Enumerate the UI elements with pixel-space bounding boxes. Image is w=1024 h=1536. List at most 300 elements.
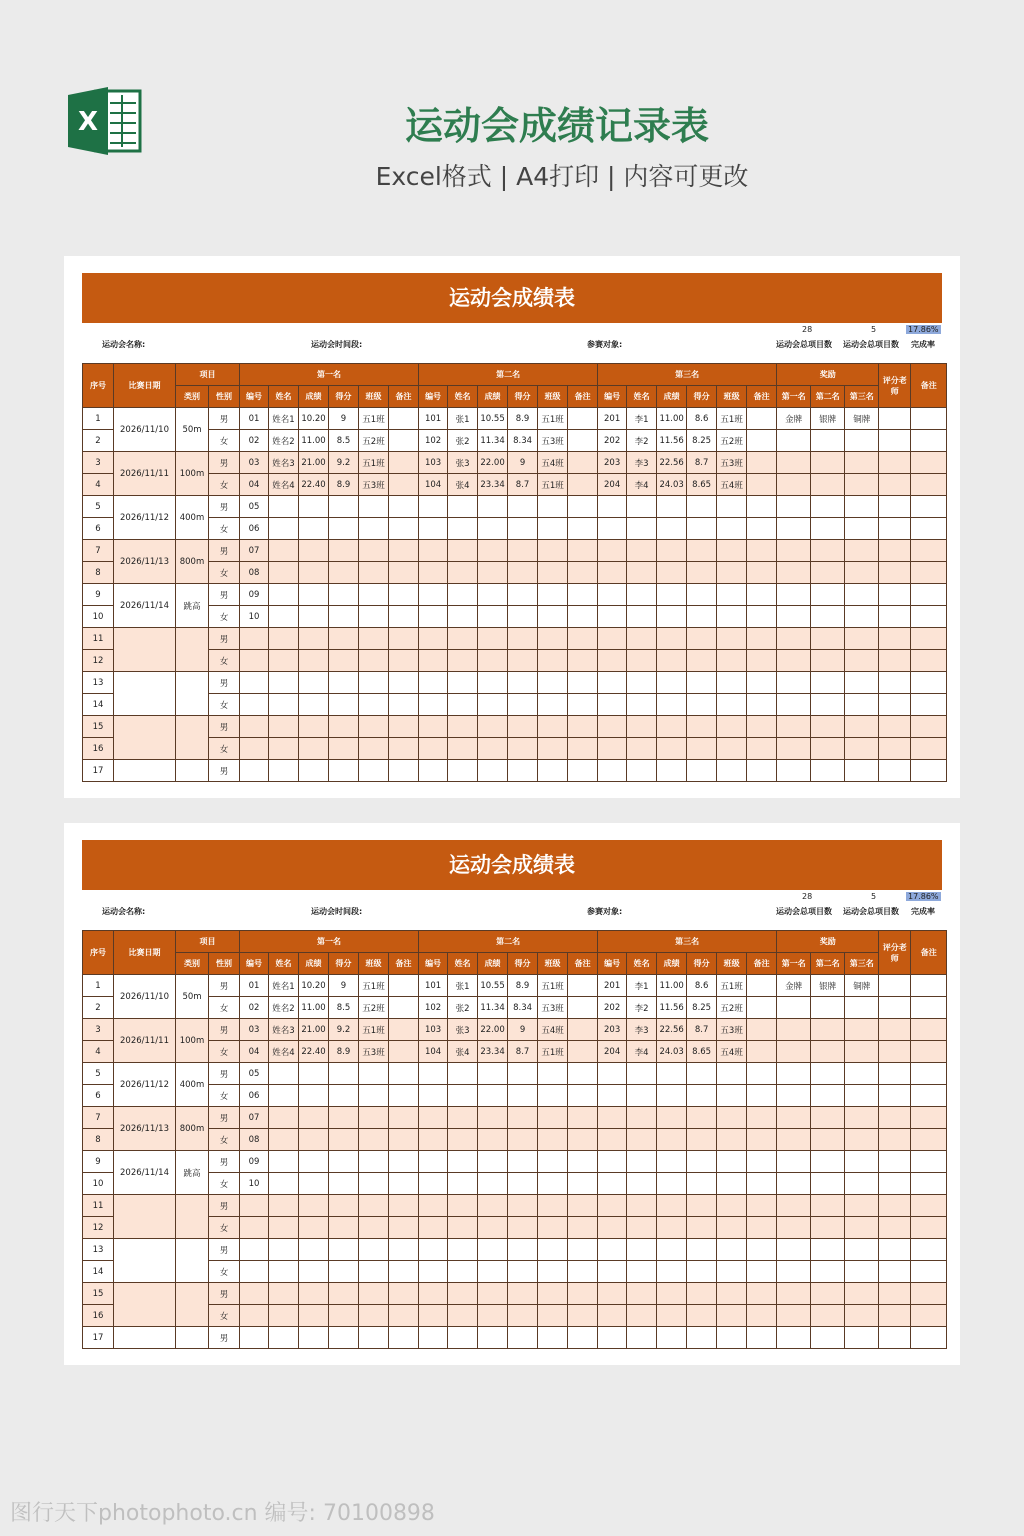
cell-award-gold[interactable] <box>777 1085 811 1107</box>
cell-rank3-name[interactable] <box>627 562 657 584</box>
cell-rank1-name[interactable] <box>269 496 299 518</box>
cell-award-bronze[interactable] <box>845 1305 879 1327</box>
cell-award-silver[interactable] <box>811 452 845 474</box>
cell-award-silver[interactable] <box>811 584 845 606</box>
cell-rank2-no[interactable]: 101 <box>419 975 448 997</box>
cell-rank1-points[interactable]: 8.5 <box>329 997 359 1019</box>
cell-rank2-no[interactable] <box>419 716 448 738</box>
cell-rank2-name[interactable] <box>448 1195 478 1217</box>
cell-rank1-class[interactable] <box>359 496 389 518</box>
cell-remark[interactable] <box>911 1305 947 1327</box>
cell-rank1-class[interactable]: 五2班 <box>359 430 389 452</box>
cell-rank1-no[interactable]: 04 <box>240 474 269 496</box>
cell-rank3-name[interactable] <box>627 1195 657 1217</box>
cell-rank2-name[interactable] <box>448 694 478 716</box>
cell-rank1-note[interactable] <box>389 1305 419 1327</box>
cell-rank2-no[interactable] <box>419 1085 448 1107</box>
cell-judge[interactable] <box>879 672 911 694</box>
cell-rank2-score[interactable] <box>478 1195 508 1217</box>
cell-judge[interactable] <box>879 1261 911 1283</box>
cell-rank3-score[interactable] <box>657 1327 687 1349</box>
cell-date[interactable]: 2026/11/10 <box>114 975 176 1019</box>
cell-rank2-note[interactable] <box>568 1085 598 1107</box>
cell-award-bronze[interactable] <box>845 760 879 782</box>
cell-judge[interactable] <box>879 975 911 997</box>
cell-rank1-class[interactable]: 五1班 <box>359 452 389 474</box>
cell-rank1-note[interactable] <box>389 628 419 650</box>
cell-rank3-note[interactable] <box>747 738 777 760</box>
cell-award-gold[interactable] <box>777 1041 811 1063</box>
cell-remark[interactable] <box>911 518 947 540</box>
cell-rank2-class[interactable] <box>538 1085 568 1107</box>
cell-rank2-note[interactable] <box>568 1283 598 1305</box>
cell-rank2-note[interactable] <box>568 1217 598 1239</box>
cell-award-gold[interactable] <box>777 1261 811 1283</box>
cell-rank2-points[interactable]: 9 <box>508 1019 538 1041</box>
cell-date[interactable]: 2026/11/13 <box>114 540 176 584</box>
cell-rank1-note[interactable] <box>389 408 419 430</box>
cell-rank3-note[interactable] <box>747 1305 777 1327</box>
cell-award-silver[interactable] <box>811 628 845 650</box>
cell-remark[interactable] <box>911 672 947 694</box>
cell-rank3-name[interactable] <box>627 1129 657 1151</box>
cell-rank3-score[interactable] <box>657 1239 687 1261</box>
cell-rank1-note[interactable] <box>389 1283 419 1305</box>
cell-rank2-no[interactable]: 103 <box>419 452 448 474</box>
cell-gender[interactable]: 男 <box>209 1239 240 1261</box>
cell-rank1-name[interactable] <box>269 1063 299 1085</box>
cell-rank2-note[interactable] <box>568 1063 598 1085</box>
cell-rank3-note[interactable] <box>747 1195 777 1217</box>
cell-rank3-name[interactable] <box>627 496 657 518</box>
cell-rank2-class[interactable]: 五3班 <box>538 430 568 452</box>
cell-gender[interactable]: 男 <box>209 540 240 562</box>
cell-rank1-class[interactable]: 五3班 <box>359 1041 389 1063</box>
cell-rank2-no[interactable] <box>419 1327 448 1349</box>
cell-rank3-points[interactable] <box>687 1195 717 1217</box>
cell-seq[interactable]: 14 <box>83 694 114 716</box>
cell-rank3-no[interactable] <box>598 694 627 716</box>
cell-award-silver[interactable] <box>811 1283 845 1305</box>
cell-rank1-class[interactable] <box>359 1063 389 1085</box>
cell-award-bronze[interactable] <box>845 1327 879 1349</box>
cell-rank3-class[interactable] <box>717 518 747 540</box>
cell-rank2-score[interactable] <box>478 694 508 716</box>
cell-rank2-no[interactable] <box>419 584 448 606</box>
cell-remark[interactable] <box>911 1239 947 1261</box>
cell-rank3-score[interactable] <box>657 1129 687 1151</box>
cell-type[interactable]: 跳高 <box>176 1151 209 1195</box>
cell-rank2-points[interactable] <box>508 1173 538 1195</box>
cell-rank2-score[interactable] <box>478 1129 508 1151</box>
cell-rank1-points[interactable] <box>329 694 359 716</box>
cell-remark[interactable] <box>911 1173 947 1195</box>
cell-rank3-note[interactable] <box>747 1283 777 1305</box>
cell-rank1-class[interactable] <box>359 1085 389 1107</box>
cell-rank3-no[interactable]: 201 <box>598 975 627 997</box>
cell-rank3-name[interactable] <box>627 540 657 562</box>
cell-judge[interactable] <box>879 584 911 606</box>
cell-seq[interactable]: 16 <box>83 738 114 760</box>
cell-rank1-name[interactable] <box>269 760 299 782</box>
cell-rank3-points[interactable] <box>687 562 717 584</box>
cell-rank2-points[interactable] <box>508 1305 538 1327</box>
cell-seq[interactable]: 5 <box>83 1063 114 1085</box>
cell-rank3-name[interactable] <box>627 1327 657 1349</box>
cell-award-silver[interactable] <box>811 518 845 540</box>
cell-rank1-points[interactable] <box>329 1217 359 1239</box>
cell-rank3-points[interactable] <box>687 672 717 694</box>
cell-gender[interactable]: 女 <box>209 997 240 1019</box>
cell-rank1-points[interactable]: 9 <box>329 408 359 430</box>
cell-rank2-note[interactable] <box>568 628 598 650</box>
cell-rank3-points[interactable]: 8.65 <box>687 474 717 496</box>
cell-rank2-class[interactable] <box>538 1063 568 1085</box>
cell-rank2-name[interactable]: 张2 <box>448 997 478 1019</box>
cell-rank2-note[interactable] <box>568 738 598 760</box>
cell-rank1-note[interactable] <box>389 1195 419 1217</box>
cell-rank3-points[interactable] <box>687 1217 717 1239</box>
cell-rank2-score[interactable] <box>478 1305 508 1327</box>
cell-judge[interactable] <box>879 540 911 562</box>
cell-rank2-class[interactable]: 五3班 <box>538 997 568 1019</box>
cell-gender[interactable]: 女 <box>209 1173 240 1195</box>
cell-award-bronze[interactable] <box>845 540 879 562</box>
cell-rank1-no[interactable]: 06 <box>240 1085 269 1107</box>
cell-rank3-score[interactable] <box>657 628 687 650</box>
cell-award-bronze[interactable] <box>845 496 879 518</box>
cell-award-silver[interactable] <box>811 1107 845 1129</box>
cell-rank1-score[interactable]: 21.00 <box>299 1019 329 1041</box>
cell-rank3-score[interactable] <box>657 1107 687 1129</box>
cell-rank1-score[interactable]: 11.00 <box>299 430 329 452</box>
cell-award-bronze[interactable] <box>845 694 879 716</box>
cell-rank3-no[interactable] <box>598 1129 627 1151</box>
cell-rank1-points[interactable]: 8.9 <box>329 474 359 496</box>
cell-award-bronze[interactable] <box>845 1063 879 1085</box>
cell-rank1-score[interactable] <box>299 672 329 694</box>
cell-date[interactable]: 2026/11/11 <box>114 1019 176 1063</box>
cell-rank3-no[interactable] <box>598 672 627 694</box>
cell-rank1-no[interactable]: 08 <box>240 562 269 584</box>
cell-remark[interactable] <box>911 1129 947 1151</box>
cell-rank3-no[interactable] <box>598 1239 627 1261</box>
cell-rank3-points[interactable]: 8.65 <box>687 1041 717 1063</box>
cell-rank3-no[interactable] <box>598 716 627 738</box>
cell-type[interactable] <box>176 716 209 760</box>
cell-rank1-class[interactable] <box>359 1283 389 1305</box>
cell-rank3-class[interactable] <box>717 628 747 650</box>
cell-rank3-name[interactable] <box>627 716 657 738</box>
cell-award-silver[interactable] <box>811 1129 845 1151</box>
cell-rank3-note[interactable] <box>747 975 777 997</box>
cell-rank2-no[interactable] <box>419 738 448 760</box>
cell-rank2-no[interactable]: 102 <box>419 997 448 1019</box>
cell-judge[interactable] <box>879 1085 911 1107</box>
cell-seq[interactable]: 10 <box>83 606 114 628</box>
cell-judge[interactable] <box>879 716 911 738</box>
cell-rank2-score[interactable] <box>478 1327 508 1349</box>
cell-rank2-score[interactable] <box>478 562 508 584</box>
cell-seq[interactable]: 13 <box>83 1239 114 1261</box>
cell-rank2-score[interactable]: 23.34 <box>478 474 508 496</box>
cell-rank1-note[interactable] <box>389 452 419 474</box>
cell-rank1-no[interactable]: 07 <box>240 540 269 562</box>
cell-rank2-note[interactable] <box>568 606 598 628</box>
cell-rank2-class[interactable] <box>538 496 568 518</box>
cell-gender[interactable]: 男 <box>209 672 240 694</box>
cell-rank3-name[interactable] <box>627 672 657 694</box>
cell-rank1-points[interactable]: 9.2 <box>329 1019 359 1041</box>
cell-award-silver[interactable] <box>811 672 845 694</box>
cell-rank2-note[interactable] <box>568 1019 598 1041</box>
cell-award-gold[interactable] <box>777 1151 811 1173</box>
cell-rank2-class[interactable] <box>538 1217 568 1239</box>
cell-date[interactable]: 2026/11/12 <box>114 1063 176 1107</box>
cell-rank2-name[interactable] <box>448 1063 478 1085</box>
cell-rank2-name[interactable] <box>448 1217 478 1239</box>
cell-rank1-class[interactable] <box>359 606 389 628</box>
cell-judge[interactable] <box>879 1063 911 1085</box>
cell-gender[interactable]: 女 <box>209 1085 240 1107</box>
cell-rank3-class[interactable] <box>717 1173 747 1195</box>
cell-rank1-no[interactable]: 03 <box>240 452 269 474</box>
cell-rank3-class[interactable] <box>717 496 747 518</box>
cell-rank2-points[interactable] <box>508 694 538 716</box>
cell-rank2-points[interactable] <box>508 738 538 760</box>
cell-gender[interactable]: 男 <box>209 1019 240 1041</box>
cell-rank3-note[interactable] <box>747 562 777 584</box>
cell-gender[interactable]: 女 <box>209 650 240 672</box>
cell-award-gold[interactable] <box>777 518 811 540</box>
cell-rank2-points[interactable] <box>508 562 538 584</box>
cell-type[interactable]: 400m <box>176 496 209 540</box>
cell-rank2-score[interactable]: 23.34 <box>478 1041 508 1063</box>
cell-rank1-note[interactable] <box>389 716 419 738</box>
cell-rank1-score[interactable] <box>299 1283 329 1305</box>
cell-rank2-no[interactable] <box>419 1107 448 1129</box>
cell-rank1-note[interactable] <box>389 1261 419 1283</box>
cell-gender[interactable]: 男 <box>209 408 240 430</box>
cell-award-gold[interactable] <box>777 672 811 694</box>
cell-rank2-points[interactable] <box>508 1239 538 1261</box>
cell-seq[interactable]: 12 <box>83 1217 114 1239</box>
cell-rank1-score[interactable] <box>299 1151 329 1173</box>
cell-rank2-name[interactable] <box>448 650 478 672</box>
cell-rank1-note[interactable] <box>389 540 419 562</box>
cell-rank2-name[interactable]: 张3 <box>448 1019 478 1041</box>
cell-rank1-name[interactable] <box>269 1239 299 1261</box>
cell-rank2-class[interactable] <box>538 1283 568 1305</box>
cell-rank3-score[interactable] <box>657 584 687 606</box>
cell-rank3-class[interactable] <box>717 1129 747 1151</box>
cell-rank3-class[interactable] <box>717 562 747 584</box>
cell-remark[interactable] <box>911 452 947 474</box>
cell-judge[interactable] <box>879 496 911 518</box>
cell-award-gold[interactable] <box>777 1327 811 1349</box>
cell-award-bronze[interactable] <box>845 628 879 650</box>
cell-seq[interactable]: 12 <box>83 650 114 672</box>
cell-rank2-class[interactable] <box>538 518 568 540</box>
cell-award-bronze[interactable] <box>845 1239 879 1261</box>
cell-rank3-class[interactable]: 五4班 <box>717 474 747 496</box>
cell-rank2-score[interactable]: 11.34 <box>478 430 508 452</box>
cell-rank2-class[interactable] <box>538 672 568 694</box>
cell-rank3-points[interactable] <box>687 1327 717 1349</box>
cell-remark[interactable] <box>911 430 947 452</box>
cell-award-bronze[interactable] <box>845 518 879 540</box>
cell-rank1-score[interactable] <box>299 694 329 716</box>
cell-judge[interactable] <box>879 1327 911 1349</box>
cell-rank2-no[interactable] <box>419 496 448 518</box>
cell-rank3-score[interactable] <box>657 1261 687 1283</box>
cell-rank3-points[interactable] <box>687 1063 717 1085</box>
cell-award-gold[interactable] <box>777 628 811 650</box>
cell-rank3-note[interactable] <box>747 1217 777 1239</box>
cell-rank2-class[interactable] <box>538 1261 568 1283</box>
cell-seq[interactable]: 9 <box>83 1151 114 1173</box>
cell-gender[interactable]: 男 <box>209 975 240 997</box>
cell-award-silver[interactable]: 银牌 <box>811 408 845 430</box>
cell-rank3-note[interactable] <box>747 1019 777 1041</box>
cell-date[interactable] <box>114 1283 176 1327</box>
cell-rank2-name[interactable] <box>448 1261 478 1283</box>
cell-rank1-points[interactable] <box>329 1239 359 1261</box>
cell-award-gold[interactable] <box>777 1173 811 1195</box>
cell-rank1-score[interactable] <box>299 562 329 584</box>
cell-rank3-points[interactable] <box>687 1283 717 1305</box>
cell-rank2-class[interactable] <box>538 606 568 628</box>
cell-rank3-score[interactable] <box>657 716 687 738</box>
cell-judge[interactable] <box>879 430 911 452</box>
cell-rank1-no[interactable] <box>240 760 269 782</box>
cell-rank1-name[interactable] <box>269 1173 299 1195</box>
cell-rank3-class[interactable]: 五2班 <box>717 430 747 452</box>
cell-award-silver[interactable] <box>811 562 845 584</box>
cell-rank3-points[interactable] <box>687 760 717 782</box>
cell-rank1-note[interactable] <box>389 474 419 496</box>
cell-rank2-points[interactable] <box>508 628 538 650</box>
cell-rank3-score[interactable] <box>657 540 687 562</box>
cell-rank1-score[interactable] <box>299 1173 329 1195</box>
cell-rank1-name[interactable] <box>269 628 299 650</box>
cell-rank1-class[interactable] <box>359 1129 389 1151</box>
cell-rank1-name[interactable]: 姓名1 <box>269 408 299 430</box>
cell-gender[interactable]: 男 <box>209 1195 240 1217</box>
cell-rank2-note[interactable] <box>568 540 598 562</box>
cell-rank1-class[interactable] <box>359 584 389 606</box>
cell-gender[interactable]: 男 <box>209 1283 240 1305</box>
cell-gender[interactable]: 女 <box>209 1261 240 1283</box>
cell-rank3-no[interactable] <box>598 496 627 518</box>
cell-rank2-class[interactable] <box>538 760 568 782</box>
cell-rank3-class[interactable] <box>717 1151 747 1173</box>
cell-rank1-class[interactable]: 五1班 <box>359 975 389 997</box>
cell-rank3-no[interactable] <box>598 1327 627 1349</box>
cell-gender[interactable]: 女 <box>209 1217 240 1239</box>
cell-rank2-score[interactable] <box>478 1261 508 1283</box>
cell-rank1-note[interactable] <box>389 1129 419 1151</box>
cell-rank3-name[interactable]: 李1 <box>627 408 657 430</box>
cell-remark[interactable] <box>911 474 947 496</box>
cell-rank2-name[interactable] <box>448 1283 478 1305</box>
cell-rank2-note[interactable] <box>568 452 598 474</box>
cell-rank3-class[interactable] <box>717 1085 747 1107</box>
cell-rank2-class[interactable] <box>538 584 568 606</box>
cell-award-gold[interactable] <box>777 1107 811 1129</box>
cell-rank2-note[interactable] <box>568 650 598 672</box>
cell-remark[interactable] <box>911 1283 947 1305</box>
cell-rank3-score[interactable]: 24.03 <box>657 1041 687 1063</box>
cell-date[interactable] <box>114 1195 176 1239</box>
cell-gender[interactable]: 女 <box>209 738 240 760</box>
cell-rank1-note[interactable] <box>389 562 419 584</box>
cell-rank1-score[interactable] <box>299 1261 329 1283</box>
cell-rank3-class[interactable] <box>717 1239 747 1261</box>
cell-rank2-name[interactable] <box>448 1107 478 1129</box>
cell-seq[interactable]: 13 <box>83 672 114 694</box>
cell-rank2-name[interactable] <box>448 584 478 606</box>
cell-rank3-class[interactable]: 五1班 <box>717 408 747 430</box>
cell-rank1-points[interactable] <box>329 1305 359 1327</box>
cell-rank3-points[interactable] <box>687 1085 717 1107</box>
cell-rank3-class[interactable]: 五4班 <box>717 1041 747 1063</box>
cell-rank1-no[interactable]: 08 <box>240 1129 269 1151</box>
cell-rank1-score[interactable] <box>299 1327 329 1349</box>
cell-rank2-note[interactable] <box>568 1041 598 1063</box>
cell-rank3-no[interactable]: 201 <box>598 408 627 430</box>
cell-rank2-note[interactable] <box>568 1173 598 1195</box>
cell-judge[interactable] <box>879 1151 911 1173</box>
cell-rank3-no[interactable]: 203 <box>598 1019 627 1041</box>
cell-seq[interactable]: 2 <box>83 997 114 1019</box>
cell-rank2-score[interactable] <box>478 738 508 760</box>
cell-rank1-points[interactable] <box>329 584 359 606</box>
cell-rank2-score[interactable] <box>478 1283 508 1305</box>
cell-remark[interactable] <box>911 1063 947 1085</box>
cell-award-gold[interactable] <box>777 738 811 760</box>
cell-remark[interactable] <box>911 1085 947 1107</box>
cell-rank1-no[interactable]: 01 <box>240 408 269 430</box>
cell-rank1-note[interactable] <box>389 1173 419 1195</box>
cell-remark[interactable] <box>911 1217 947 1239</box>
cell-rank3-score[interactable] <box>657 1283 687 1305</box>
cell-rank1-class[interactable] <box>359 540 389 562</box>
cell-award-bronze[interactable] <box>845 1151 879 1173</box>
cell-judge[interactable] <box>879 1305 911 1327</box>
cell-rank2-score[interactable] <box>478 606 508 628</box>
cell-rank3-class[interactable] <box>717 1261 747 1283</box>
cell-type[interactable]: 100m <box>176 1019 209 1063</box>
cell-rank1-name[interactable] <box>269 716 299 738</box>
cell-rank1-score[interactable] <box>299 540 329 562</box>
cell-rank1-name[interactable] <box>269 650 299 672</box>
cell-rank1-note[interactable] <box>389 1327 419 1349</box>
cell-rank2-name[interactable] <box>448 496 478 518</box>
cell-rank2-note[interactable] <box>568 1129 598 1151</box>
cell-date[interactable]: 2026/11/14 <box>114 1151 176 1195</box>
cell-judge[interactable] <box>879 474 911 496</box>
cell-date[interactable]: 2026/11/12 <box>114 496 176 540</box>
cell-rank3-class[interactable] <box>717 650 747 672</box>
cell-rank2-class[interactable] <box>538 1327 568 1349</box>
cell-rank2-name[interactable] <box>448 1239 478 1261</box>
cell-award-bronze[interactable] <box>845 1019 879 1041</box>
cell-rank3-points[interactable] <box>687 1305 717 1327</box>
cell-award-gold[interactable] <box>777 694 811 716</box>
cell-date[interactable] <box>114 1327 176 1349</box>
cell-gender[interactable]: 男 <box>209 628 240 650</box>
